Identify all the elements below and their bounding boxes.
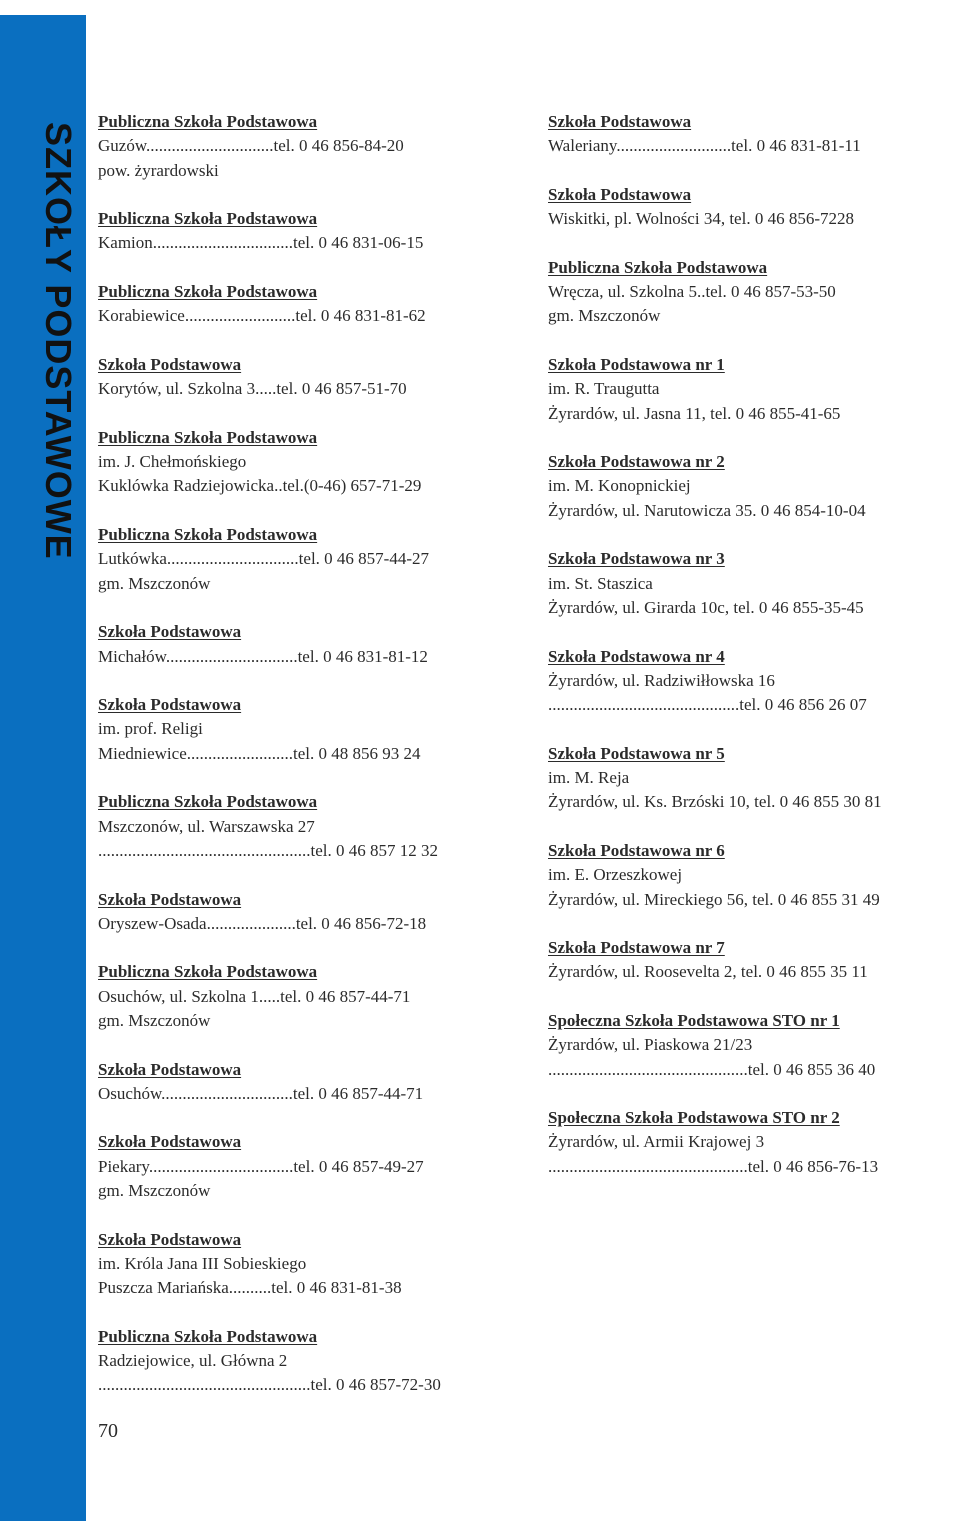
school-detail-line: im. prof. Religi xyxy=(98,719,203,739)
school-name: Publiczna Szkoła Podstawowa xyxy=(98,282,318,302)
school-entry xyxy=(98,1228,518,1301)
school-entry xyxy=(98,207,518,256)
school-detail-line: Mszczonów, ul. Warszawska 27 xyxy=(98,816,315,836)
school-entry xyxy=(548,256,960,329)
school-detail-line: ...............................................tel. 0 46 856-76-13 xyxy=(548,1156,879,1176)
school-entry xyxy=(98,1325,518,1398)
school-entry xyxy=(548,839,960,912)
school-entry xyxy=(98,1130,518,1203)
school-detail-line: im. J. Chełmońskiego xyxy=(98,452,247,472)
school-detail-line: Żyrardów, ul. Piaskowa 21/23 xyxy=(548,1035,753,1055)
school-detail-line: Puszcza Mariańska..........tel. 0 46 831-81-38 xyxy=(98,1278,402,1298)
school-name: Publiczna Szkoła Podstawowa xyxy=(98,427,318,447)
school-entry xyxy=(548,1106,960,1179)
school-name: Szkoła Podstawowa nr 6 xyxy=(548,840,725,860)
school-name: Publiczna Szkoła Podstawowa xyxy=(98,792,318,812)
school-detail-line: gm. Mszczonów xyxy=(98,573,211,593)
school-entry xyxy=(98,790,518,863)
school-detail-line: .............................................tel. 0 46 856 26 07 xyxy=(548,695,867,715)
school-entry xyxy=(98,888,518,937)
school-detail-line: Żyrardów, ul. Jasna 11, tel. 0 46 855-41-65 xyxy=(548,403,841,423)
school-detail-line: im. M. Reja xyxy=(548,768,630,788)
school-detail-line: Lutkówka...............................tel. 0 46 857-44-27 xyxy=(98,549,429,569)
school-name: Szkoła Podstawowa nr 5 xyxy=(548,743,725,763)
school-name: Szkoła Podstawowa xyxy=(98,889,242,909)
school-entry xyxy=(548,1009,960,1082)
school-entry xyxy=(98,620,518,669)
school-detail-line: Żyrardów, ul. Radziwiłłowska 16 xyxy=(548,670,775,690)
school-detail-line: Osuchów, ul. Szkolna 1.....tel. 0 46 857-44-71 xyxy=(98,986,411,1006)
school-detail-line: Miedniewice.........................tel. 0 48 856 93 24 xyxy=(98,743,421,763)
school-detail-line: Żyrardów, ul. Roosevelta 2, tel. 0 46 855 35 11 xyxy=(548,962,868,982)
school-detail-line: Żyrardów, ul. Narutowicza 35. 0 46 854-10-04 xyxy=(548,500,866,520)
school-entry xyxy=(548,645,960,718)
school-detail-line: gm. Mszczonów xyxy=(98,1181,211,1201)
school-entry xyxy=(548,353,960,426)
school-entry xyxy=(98,426,518,499)
school-detail-line: ...............................................tel. 0 46 855 36 40 xyxy=(548,1059,876,1079)
school-name: Szkoła Podstawowa nr 1 xyxy=(548,354,725,374)
school-name: Publiczna Szkoła Podstawowa xyxy=(98,209,318,229)
school-name: Społeczna Szkoła Podstawowa STO nr 2 xyxy=(548,1108,840,1128)
school-name: Szkoła Podstawowa nr 3 xyxy=(548,549,725,569)
school-detail-line: Żyrardów, ul. Mireckiego 56, tel. 0 46 855 31 49 xyxy=(548,889,880,909)
school-name: Publiczna Szkoła Podstawowa xyxy=(98,1326,318,1346)
school-entry xyxy=(98,280,518,329)
school-detail-line: Kamion.................................tel. 0 46 831-06-15 xyxy=(98,233,424,253)
school-name: Szkoła Podstawowa xyxy=(98,354,242,374)
school-name: Społeczna Szkoła Podstawowa STO nr 1 xyxy=(548,1010,840,1030)
school-name: Szkoła Podstawowa xyxy=(98,1229,242,1249)
school-name: Szkoła Podstawowa xyxy=(98,1132,242,1152)
school-name: Szkoła Podstawowa xyxy=(548,112,692,131)
school-name: Szkoła Podstawowa xyxy=(98,622,242,642)
school-name: Szkoła Podstawowa xyxy=(548,184,692,204)
school-detail-line: im. E. Orzeszkowej xyxy=(548,865,683,885)
school-entry xyxy=(548,547,960,620)
school-name: Szkoła Podstawowa nr 2 xyxy=(548,452,725,472)
left-column xyxy=(98,110,518,1398)
school-detail-line: ..................................................tel. 0 46 857-72-30 xyxy=(98,1375,441,1395)
school-detail-line: im. Króla Jana III Sobieskiego xyxy=(98,1253,307,1273)
school-detail-line: Piekary..................................tel. 0 46 857-49-27 xyxy=(98,1156,424,1176)
school-entry xyxy=(548,742,960,815)
school-detail-line: Korabiewice..........................tel. 0 46 831-81-62 xyxy=(98,306,426,326)
school-entry xyxy=(548,936,960,985)
school-detail-line: Żyrardów, ul. Ks. Brzóski 10, tel. 0 46 855 30 81 xyxy=(548,792,882,812)
school-detail-line: pow. żyrardowski xyxy=(98,160,219,180)
school-detail-line: gm. Mszczonów xyxy=(548,306,661,326)
school-name: Publiczna Szkoła Podstawowa xyxy=(98,112,318,131)
page-number: 70 xyxy=(98,1420,118,1442)
school-entry xyxy=(98,693,518,766)
school-detail-line: Waleriany...........................tel. 0 46 831-81-11 xyxy=(548,136,861,156)
school-detail-line: im. R. Traugutta xyxy=(548,379,660,399)
school-entry xyxy=(548,450,960,523)
school-name: Szkoła Podstawowa nr 4 xyxy=(548,646,725,666)
section-title: SZKOŁY PODSTAWOWE xyxy=(38,122,79,560)
school-detail-line: Korytów, ul. Szkolna 3.....tel. 0 46 857-51-70 xyxy=(98,379,407,399)
school-detail-line: Żyrardów, ul. Armii Krajowej 3 xyxy=(548,1132,765,1152)
school-detail-line: Osuchów...............................tel. 0 46 857-44-71 xyxy=(98,1083,424,1103)
school-entry xyxy=(548,110,960,159)
right-column xyxy=(548,110,960,1179)
school-detail-line: Kuklówka Radziejowicka..tel.(0-46) 657-71-29 xyxy=(98,476,422,496)
school-detail-line: Guzów..............................tel. 0 46 856-84-20 xyxy=(98,136,404,156)
school-detail-line: ..................................................tel. 0 46 857 12 32 xyxy=(98,840,438,860)
school-name: Szkoła Podstawowa xyxy=(98,695,242,715)
school-name: Szkoła Podstawowa nr 7 xyxy=(548,938,725,958)
school-detail-line: Oryszew-Osada.....................tel. 0 46 856-72-18 xyxy=(98,913,427,933)
school-entry xyxy=(548,183,960,232)
school-detail-line: gm. Mszczonów xyxy=(98,1010,211,1030)
school-name: Publiczna Szkoła Podstawowa xyxy=(98,525,318,545)
school-detail-line: Michałów...............................tel. 0 46 831-81-12 xyxy=(98,646,428,666)
school-entry xyxy=(98,353,518,402)
school-detail-line: Wręcza, ul. Szkolna 5..tel. 0 46 857-53-50 xyxy=(548,282,836,302)
school-entry xyxy=(98,523,518,596)
school-detail-line: Radziejowice, ul. Główna 2 xyxy=(98,1351,288,1371)
school-name: Publiczna Szkoła Podstawowa xyxy=(98,962,318,982)
school-entry xyxy=(98,1058,518,1107)
school-detail-line: Wiskitki, pl. Wolności 34, tel. 0 46 856-7228 xyxy=(548,209,854,229)
school-detail-line: im. St. Staszica xyxy=(548,573,653,593)
school-entry xyxy=(98,960,518,1033)
school-entry xyxy=(98,110,518,183)
school-name: Szkoła Podstawowa xyxy=(98,1059,242,1079)
school-name: Publiczna Szkoła Podstawowa xyxy=(548,257,768,277)
school-detail-line: Żyrardów, ul. Girarda 10c, tel. 0 46 855-35-45 xyxy=(548,597,864,617)
school-detail-line: im. M. Konopnickiej xyxy=(548,476,691,496)
